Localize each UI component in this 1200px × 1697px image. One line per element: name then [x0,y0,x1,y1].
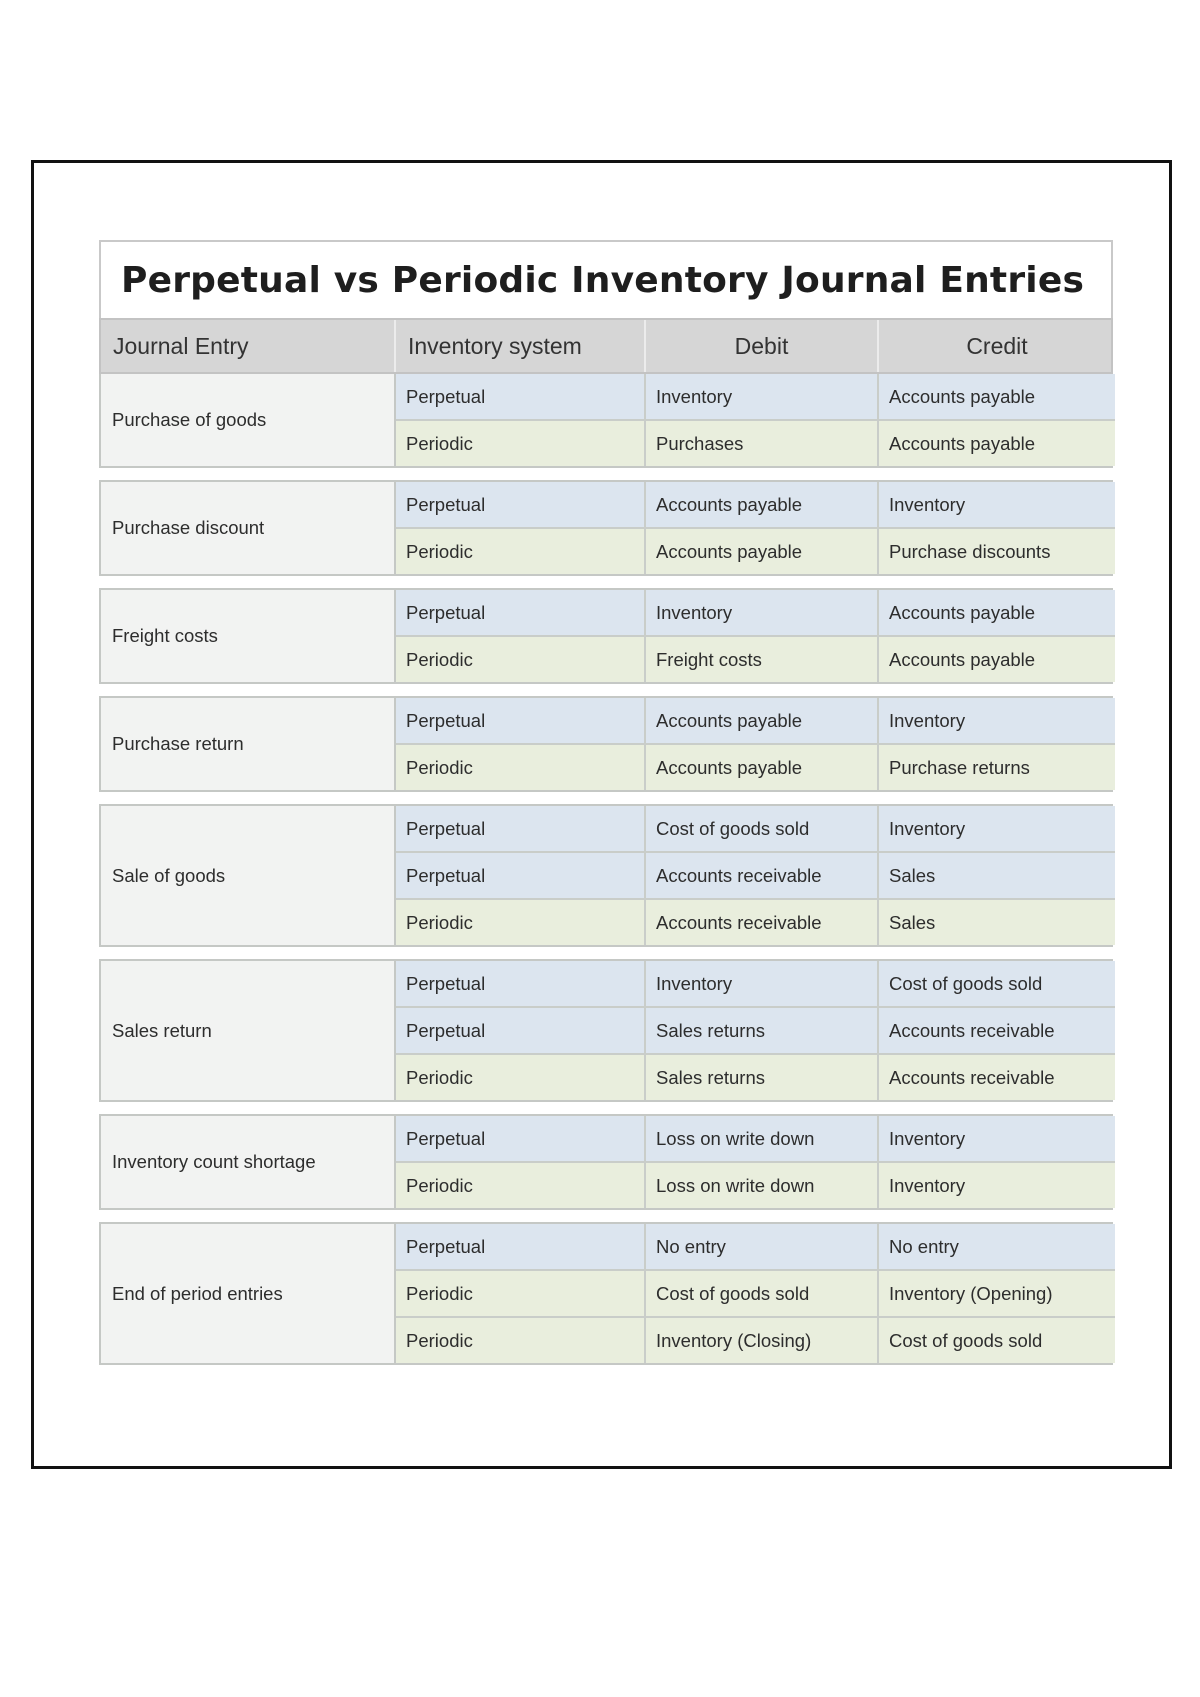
entry-rows [396,961,1115,1100]
credit-cell: Accounts payable [889,648,1036,670]
entry-rows [396,806,1115,945]
table-row [396,743,1115,790]
entry-group [99,959,1113,1102]
system-cell: Perpetual [396,1116,646,1161]
system-cell: Periodic [396,1055,646,1100]
system-cell: Periodic [396,421,646,466]
group-gap [99,792,1113,804]
debit-cell: Accounts payable [646,482,879,527]
debit-cell: Accounts payable [646,745,879,790]
debit-cell: Accounts receivable [646,900,879,945]
table-row [396,851,1115,898]
credit-cell: Sales [889,911,936,933]
credit-cell: Inventory [889,817,966,839]
credit-cell: Accounts payable [889,601,1036,623]
credit-cell: Cost of goods sold [889,1329,1043,1351]
debit-cell: Sales returns [646,1055,879,1100]
credit-cell: Inventory [889,1127,966,1149]
credit-cell: Sales [889,864,936,886]
system-cell: Periodic [396,1318,646,1363]
credit-cell: Cost of goods sold [889,972,1043,994]
system-cell: Periodic [396,529,646,574]
debit-cell: Sales returns [646,1008,879,1053]
entry-rows [396,374,1115,466]
debit-cell: Loss on write down [646,1163,879,1208]
table-row [396,898,1115,945]
system-cell: Perpetual [396,482,646,527]
debit-cell: Freight costs [646,637,879,682]
table-row [396,635,1115,682]
system-cell: Perpetual [396,698,646,743]
debit-cell: Inventory (Closing) [646,1318,879,1363]
group-gap [99,1102,1113,1114]
credit-cell: Inventory [889,709,966,731]
header-journal-entry: Journal Entry [101,320,396,372]
journal-entry-label: Sales return [101,961,396,1100]
credit-cell: Inventory [889,1174,966,1196]
table-row [396,1269,1115,1316]
entry-group [99,696,1113,792]
system-cell: Periodic [396,745,646,790]
debit-cell: Cost of goods sold [646,806,879,851]
table-row [396,419,1115,466]
journal-entry-label: Inventory count shortage [101,1116,396,1208]
debit-cell: Accounts payable [646,698,879,743]
entry-group [99,804,1113,947]
table-row [396,527,1115,574]
debit-cell: Cost of goods sold [646,1271,879,1316]
table-row [396,1161,1115,1208]
entry-rows [396,698,1115,790]
system-cell: Perpetual [396,374,646,419]
debit-cell: Inventory [646,590,879,635]
table-row [396,698,1115,743]
credit-cell: Purchase returns [889,756,1030,778]
system-cell: Perpetual [396,853,646,898]
credit-cell: Accounts payable [889,385,1036,407]
credit-cell: No entry [889,1235,959,1257]
entry-rows [396,590,1115,682]
entry-group [99,480,1113,576]
system-cell: Perpetual [396,590,646,635]
credit-cell: Purchase discounts [889,540,1051,562]
journal-entry-label: Purchase return [101,698,396,790]
entry-group [99,588,1113,684]
system-cell: Periodic [396,900,646,945]
credit-cell: Accounts receivable [889,1066,1055,1088]
debit-cell: No entry [646,1224,879,1269]
system-cell: Periodic [396,637,646,682]
journal-entry-label: Purchase discount [101,482,396,574]
table-row [396,1316,1115,1363]
journal-entry-label: Purchase of goods [101,374,396,466]
entry-group [99,1222,1113,1365]
journal-entry-label: Freight costs [101,590,396,682]
table-row [396,1053,1115,1100]
header-credit: Credit [966,332,1028,359]
entry-rows [396,1116,1115,1208]
table-row [396,482,1115,527]
entry-group [99,1114,1113,1210]
system-cell: Periodic [396,1271,646,1316]
group-gap [99,1210,1113,1222]
group-gap [99,468,1113,480]
entry-rows [396,482,1115,574]
table-row [396,374,1115,419]
page-title: Perpetual vs Periodic Inventory Journal Entries [121,259,1085,301]
table-header [99,318,1113,374]
table-row [396,1224,1115,1269]
credit-cell: Inventory [889,493,966,515]
journal-table [99,240,1113,1365]
table-row [396,590,1115,635]
credit-cell: Inventory (Opening) [889,1282,1053,1304]
header-inventory-system: Inventory system [396,320,646,372]
table-row [396,806,1115,851]
credit-cell: Accounts payable [889,432,1036,454]
system-cell: Perpetual [396,806,646,851]
entry-group [99,374,1113,468]
header-debit: Debit [646,320,879,372]
table-row [396,1006,1115,1053]
debit-cell: Inventory [646,374,879,419]
system-cell: Perpetual [396,1008,646,1053]
debit-cell: Inventory [646,961,879,1006]
group-gap [99,684,1113,696]
table-row [396,961,1115,1006]
journal-entry-label: End of period entries [101,1224,396,1363]
entry-rows [396,1224,1115,1363]
system-cell: Perpetual [396,1224,646,1269]
group-gap [99,576,1113,588]
group-gap [99,947,1113,959]
system-cell: Periodic [396,1163,646,1208]
debit-cell: Accounts receivable [646,853,879,898]
debit-cell: Purchases [646,421,879,466]
entry-groups [99,374,1113,1365]
debit-cell: Loss on write down [646,1116,879,1161]
table-row [396,1116,1115,1161]
journal-entry-label: Sale of goods [101,806,396,945]
title-box [99,240,1113,318]
credit-cell: Accounts receivable [889,1019,1055,1041]
system-cell: Perpetual [396,961,646,1006]
debit-cell: Accounts payable [646,529,879,574]
